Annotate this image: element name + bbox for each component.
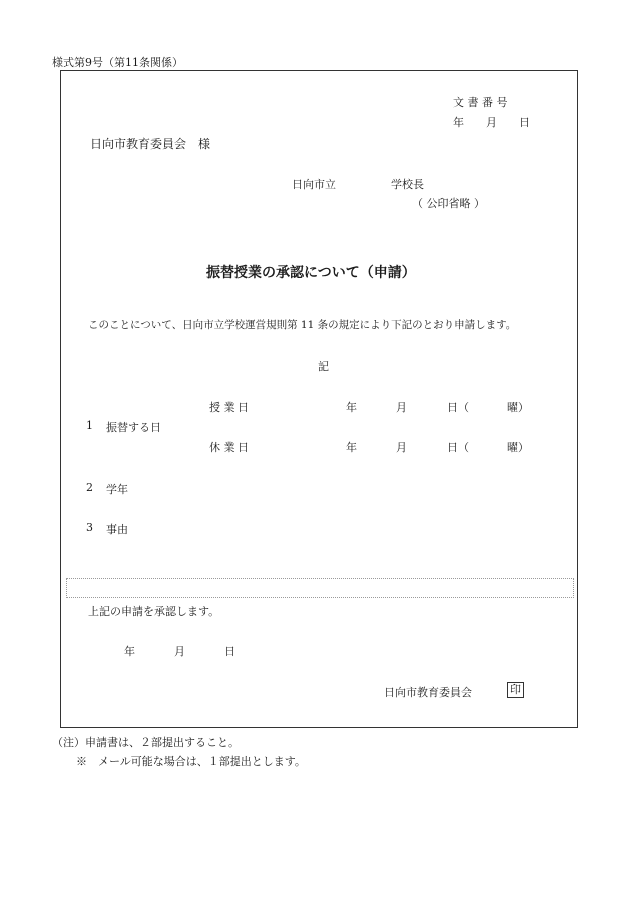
note-2: ※ メール可能な場合は、１部提出とします。 <box>76 755 306 768</box>
rest-day-year: 年 <box>346 441 357 454</box>
approval-seal: 印 <box>507 682 524 698</box>
addressee: 日向市教育委員会 様 <box>90 137 211 151</box>
form-number: 様式第9号（第11条関係） <box>52 56 183 69</box>
item1-number: 1 <box>86 419 93 432</box>
body-text: このことについて、日向市立学校運営規則第 11 条の規定により下記のとおり申請します。 <box>88 319 517 331</box>
approval-text: 上記の申請を承認します。 <box>88 605 220 618</box>
approval-divider <box>66 578 574 598</box>
ki-heading: 記 <box>318 360 329 373</box>
approval-date-day: 日 <box>224 645 235 658</box>
class-day-year: 年 <box>346 401 357 414</box>
approval-seal-box <box>507 682 524 698</box>
item2-label: 学年 <box>106 483 128 496</box>
form-frame <box>60 70 578 728</box>
note-1: （注）申請書は、２部提出すること。 <box>52 736 239 749</box>
seal-omitted-note: （ 公印省略 ） <box>412 197 485 210</box>
rest-day-day: 日（ <box>447 441 469 454</box>
rest-day-weekday: 曜） <box>507 441 529 454</box>
item3-label: 事由 <box>106 523 128 536</box>
rest-day-month: 月 <box>396 441 407 454</box>
class-day-day: 日（ <box>447 401 469 414</box>
class-day-month: 月 <box>396 401 407 414</box>
document-number-label: 文 書 番 号 <box>453 96 508 109</box>
approval-date-month: 月 <box>174 645 185 658</box>
sender-school-principal: 日向市立 学校長 <box>292 178 424 191</box>
item2-number: 2 <box>86 481 93 494</box>
approval-date-year: 年 <box>124 645 135 658</box>
document-title: 振替授業の承認について（申請） <box>206 265 416 281</box>
item3-number: 3 <box>86 521 93 534</box>
class-day-label: 授 業 日 <box>209 401 249 414</box>
rest-day-label: 休 業 日 <box>209 441 249 454</box>
approval-board-name: 日向市教育委員会 <box>384 686 472 699</box>
document-date-line: 年 月 日 <box>453 116 530 129</box>
class-day-weekday: 曜） <box>507 401 529 414</box>
item1-label: 振替する日 <box>106 421 161 434</box>
